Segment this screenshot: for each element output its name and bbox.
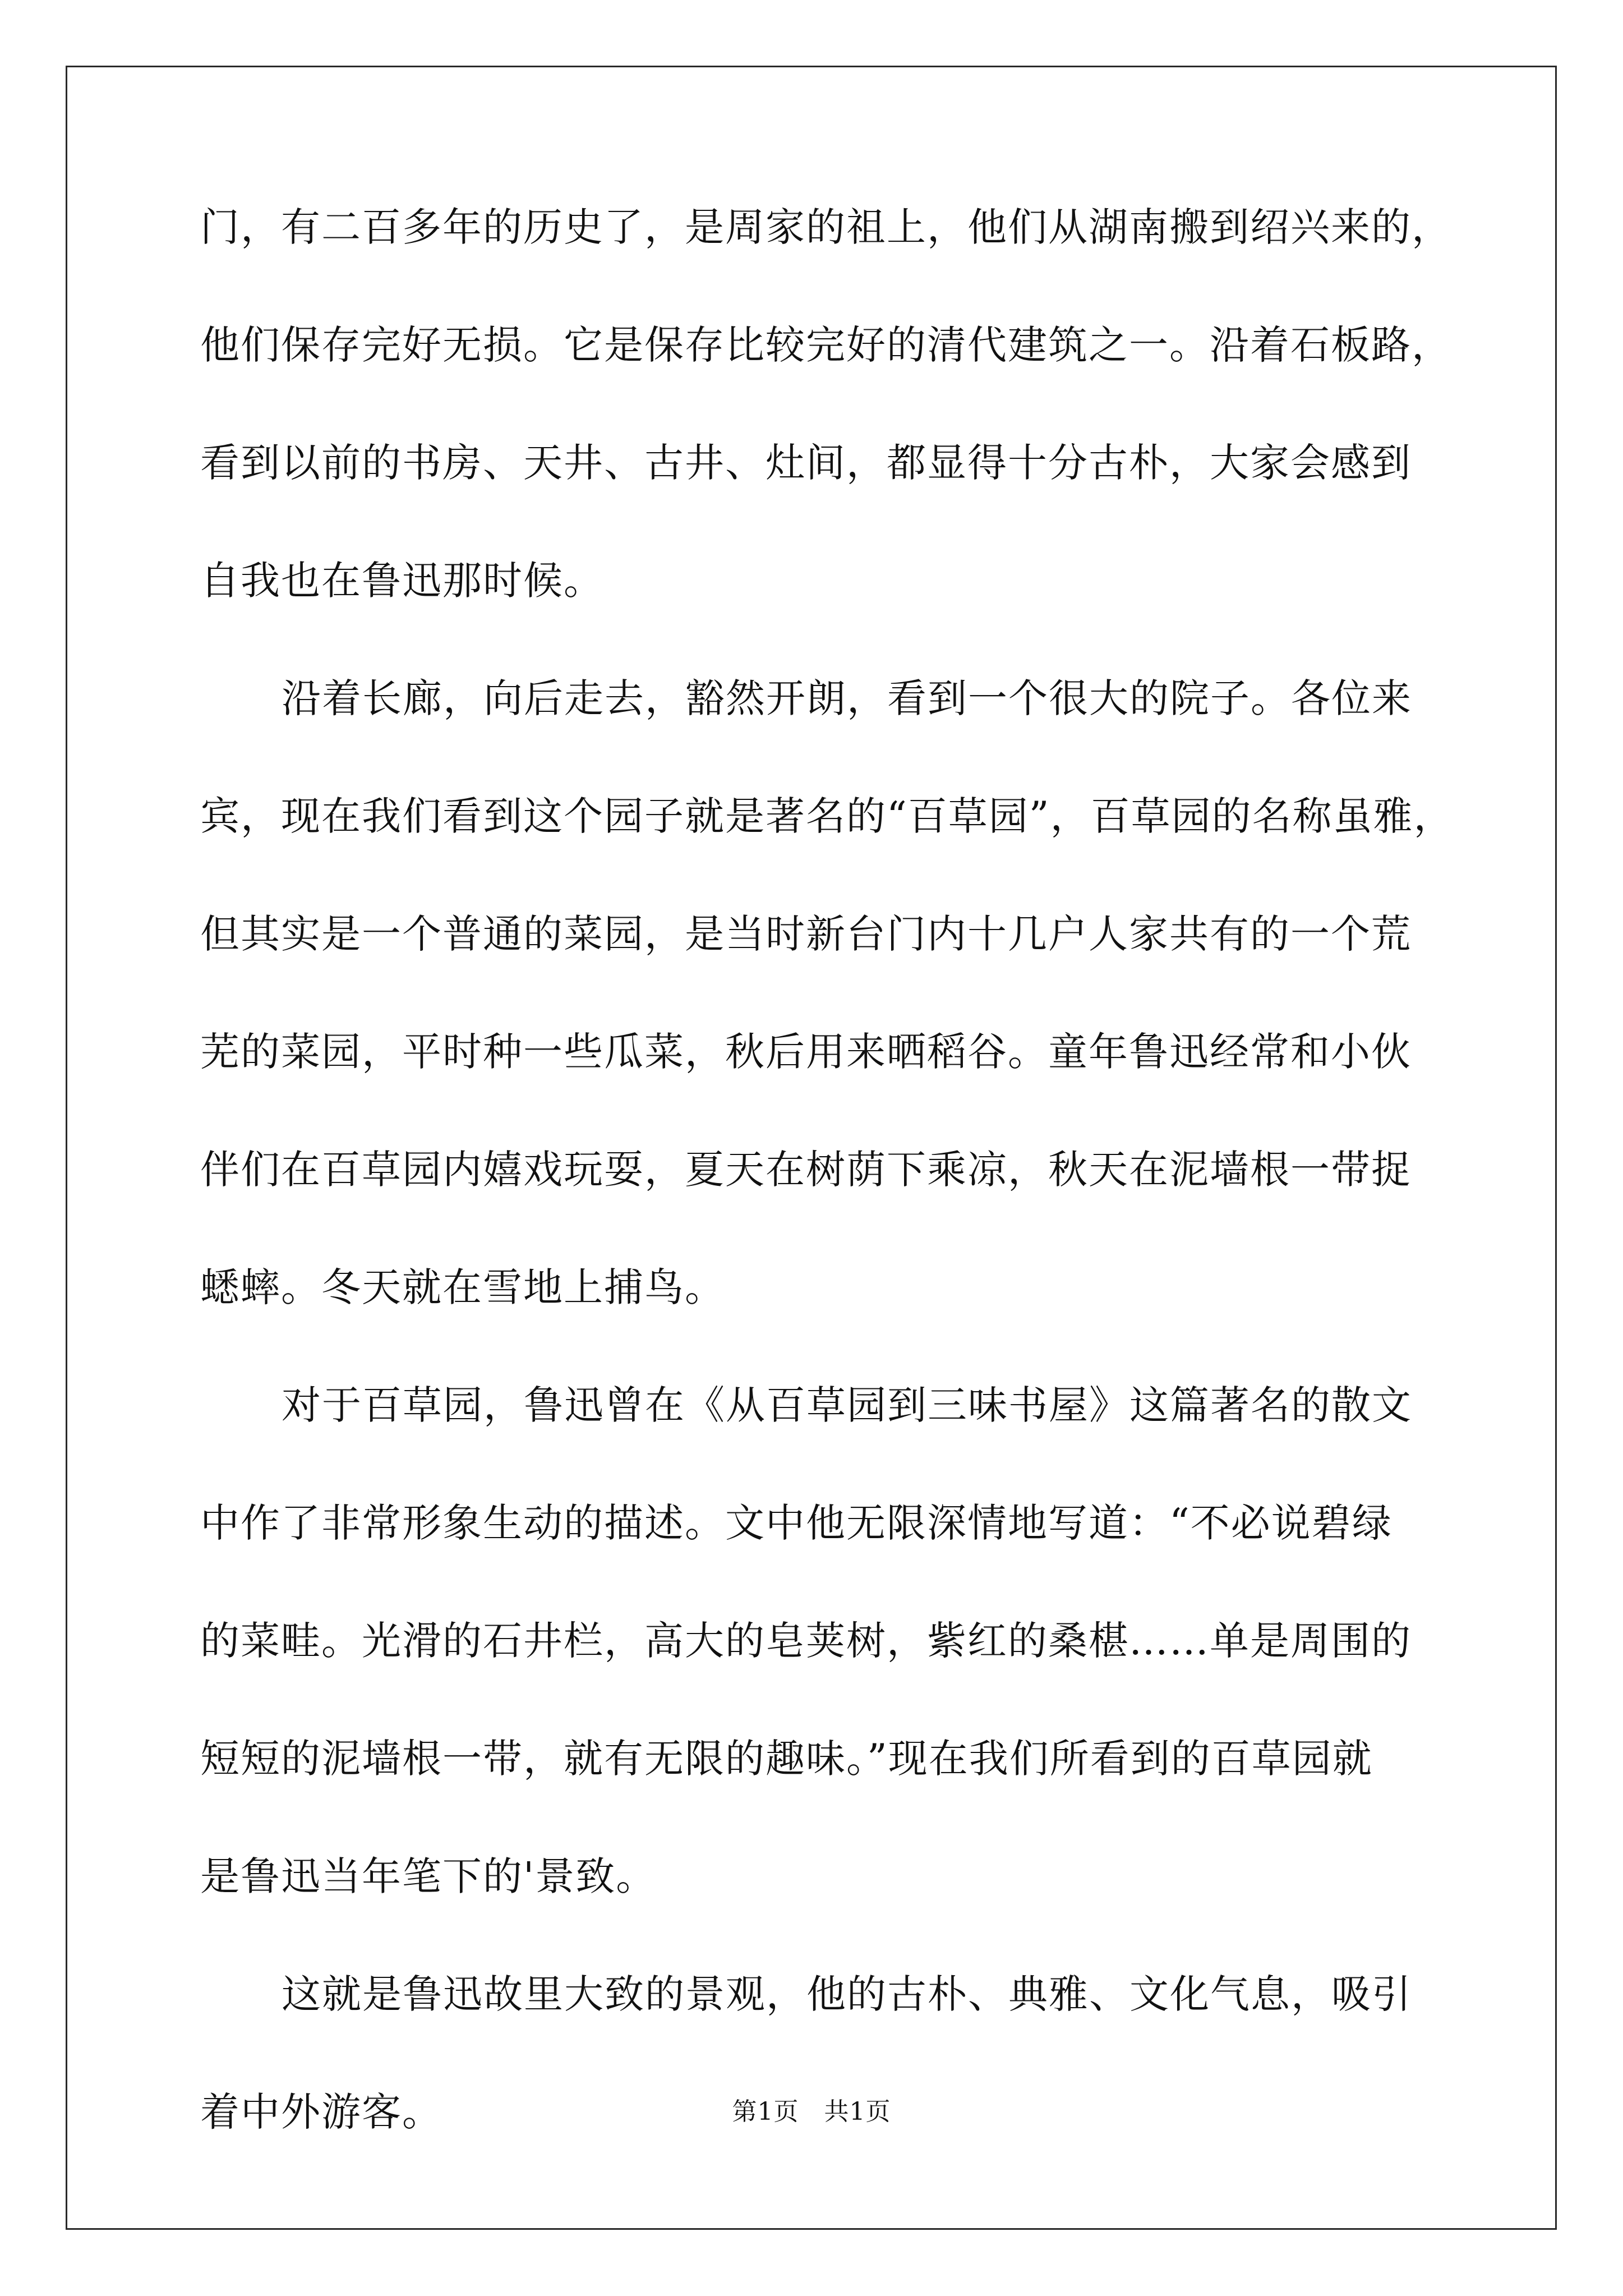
text-line: 但其实是一个普通的菜园，是当时新台门内十几户人家共有的一个荒: [200, 911, 1412, 957]
text-line: 自我也在鲁迅那时候。: [200, 558, 604, 604]
text-line: 是鲁迅当年笔下的'景致。: [200, 1853, 657, 1899]
text-line: 沿着长廊，向后走去，豁然开朗，看到一个很大的院子。各位来: [282, 675, 1412, 721]
text-line: 芜的菜园，平时种一些瓜菜，秋后用来晒稻谷。童年鲁迅经常和小伙: [200, 1029, 1412, 1075]
text-line: 着中外游客。: [200, 2089, 442, 2135]
text-line: 的菜畦。光滑的石井栏，高大的皂荚树，紫红的桑椹……单是周围的: [200, 1618, 1412, 1664]
page-footer: 第1页 共1页: [732, 2097, 891, 2126]
text-line: 蟋蟀。冬天就在雪地上捕鸟。: [200, 1264, 725, 1310]
text-line: 门，有二百多年的历史了，是周家的祖上，他们从湖南搬到绍兴来的，: [200, 204, 1452, 250]
text-line: 这就是鲁迅故里大致的景观，他的古朴、典雅、文化气息，吸引: [282, 1971, 1412, 2017]
text-line: 伴们在百草园内嬉戏玩耍，夏天在树荫下乘凉，秋天在泥墙根一带捉: [200, 1147, 1412, 1193]
text-line: 中作了非常形象生动的描述。文中他无限深情地写道：“不必说碧绿: [200, 1500, 1393, 1546]
text-line: 宾，现在我们看到这个园子就是著名的“百草园”，百草园的名称虽雅，: [200, 793, 1454, 839]
text-line: 看到以前的书房、天井、古井、灶间，都显得十分古朴，大家会感到: [200, 440, 1412, 486]
text-line: 短短的泥墙根一带，就有无限的趣味。”现在我们所看到的百草园就: [200, 1736, 1373, 1782]
text-line: 他们保存完好无损。它是保存比较完好的清代建筑之一。沿着石板路，: [200, 322, 1452, 368]
text-line: 对于百草园，鲁迅曾在《从百草园到三味书屋》这篇著名的散文: [282, 1382, 1412, 1428]
